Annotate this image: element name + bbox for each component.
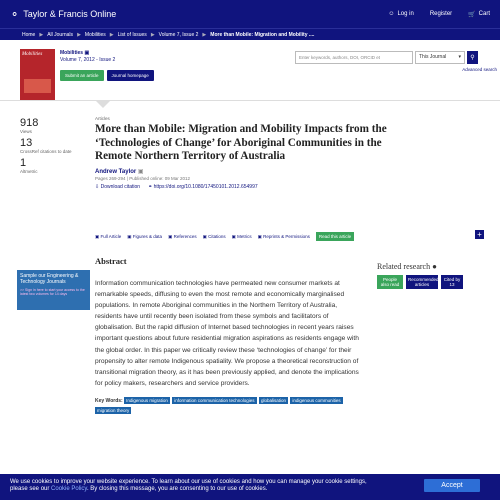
journal-volume[interactable]: Volume 7, 2012 - Issue 2 [60,57,116,63]
keyword-tag[interactable]: globalisation [260,397,286,403]
abstract-heading: Abstract [95,256,127,266]
views-count: 918 [20,117,39,129]
tab-people-also-read[interactable]: People also read [377,275,403,289]
breadcrumb-volume[interactable]: Volume 7, Issue 2 [158,31,199,38]
cookie-text-line2: please see our Cookie Policy. By closing this message, you are consenting to our use of cookies. [10,486,268,492]
chevron-down-icon: ▾ [458,54,461,60]
keywords [95,397,365,417]
advanced-search-link[interactable]: Advanced search [462,67,497,72]
related-heading: Related research ● [377,262,437,271]
keywords-label: Key Words: [95,397,123,404]
brand-name: Taylor & Francis Online [23,9,117,19]
doi-link[interactable]: ⚭ https://doi.org/10.1080/17450101.2012.654997 [148,183,258,190]
tab-citations[interactable]: ▣ Citations [202,233,226,239]
article-header [95,116,415,190]
abstract-text: Information communication technologies have permeated new consumer markets at remarkable speeds, diffusing to even the most remote and economically marginalised populations. In remote Aboriginal communities in the Northern Territory of Australia, residents have until recently been isolated from these symbols and facilitators of globalisation. But the rapid diffusion of Internet based technologies in recent years raises important questions about future residential migration aspirations as residents engage with the global order. In this paper we critically review these ‘technologies of change’ for their propensity to alter remote Indigenous spatiality. We propose a theoretical reconstruction of transitional migration theory, as it has been previously applied, and denote the implications for policy makers, researchers and service providers. [95,280,359,387]
tab-cited-by[interactable]: Cited by 13 [441,275,463,289]
ad-title: Sample our Engineering & Technology Journals [20,273,79,285]
tab-full-article[interactable]: ▣ Full Article [95,233,122,239]
citations-label: CrossRef citations to date [20,149,72,154]
tab-reprints[interactable]: ▣ Reprints & Permissions [257,233,310,239]
register-link[interactable]: Register [429,11,453,17]
breadcrumb-separator-icon: ▶ [109,31,114,38]
breadcrumb-separator-icon: ▶ [150,31,155,38]
tab-references[interactable]: ▣ References [168,233,197,239]
breadcrumb-separator-icon: ▶ [202,31,207,38]
accept-cookies-button[interactable]: Accept [424,479,480,492]
keyword-tag[interactable]: migration theory [97,407,130,413]
search-icon: ⚲ [470,55,475,61]
info-icon[interactable]: ● [432,262,437,271]
cart-link[interactable]: 🛒 Cart [468,11,490,18]
altmetric-label: Altmetric [20,169,38,174]
tab-recommended-articles[interactable]: Recommended articles [408,277,439,287]
breadcrumb [0,28,500,40]
cookie-text-line1: We use cookies to improve your website experience. To learn about our use of cookies and how you can manage your cookie settings, [10,479,367,485]
cart-icon: 🛒 [468,11,476,18]
journal-cover[interactable]: Mobilities [20,49,55,101]
breadcrumb-home[interactable]: Home [22,31,36,38]
pages-info: Pages 269-294 | Published online: 09 Mar 2012 [95,175,190,181]
search-bar [295,51,478,64]
journal-homepage-button[interactable]: Journal homepage [107,70,154,81]
rss-icon[interactable]: ▣ [84,50,90,56]
views-label: Views [20,129,32,134]
search-input[interactable]: Enter keywords, authors, DOI, ORCID et [295,51,413,64]
tab-figures[interactable]: ▣ Figures & data [127,233,163,239]
expand-plus-icon[interactable]: + [475,230,484,239]
submit-article-button[interactable]: Submit an article [60,70,104,81]
abstract-section [95,256,365,417]
breadcrumb-journal[interactable]: Mobilities [84,31,106,38]
keyword-tag[interactable]: Indigenous migration [126,397,168,403]
ad-subtitle: >> Sign in here to start your access to the latest two volumes for 14 days [20,288,85,296]
author-name[interactable]: Andrew Taylor ▣ [95,168,144,175]
citations-count: 13 [20,137,33,149]
altmetric-count: 1 [20,157,27,169]
search-scope-select[interactable]: This Journal ▾ [415,51,465,64]
breadcrumb-all-journals[interactable]: All Journals [47,31,74,38]
read-article-button[interactable]: Read this article [316,232,354,241]
cookie-banner [0,474,500,500]
breadcrumb-separator-icon: ▶ [77,31,81,38]
breadcrumb-issues[interactable]: List of Issues [117,31,147,38]
keyword-tag[interactable]: information communication technologies [174,397,255,403]
article-tabs [95,232,354,241]
related-research [377,262,477,289]
article-metrics [20,118,80,178]
tab-metrics[interactable]: ▣ Metrics [231,233,252,239]
breadcrumb-separator-icon: ▶ [39,31,44,38]
search-button[interactable] [467,51,478,64]
lamp-logo-icon: ⚬ [10,8,20,21]
breadcrumb-current: More than Mobile: Migration and Mobility .... [210,31,315,38]
keyword-tag[interactable]: indigenous communities [292,397,341,403]
article-type: Articles [95,116,110,121]
divider-notch [96,101,110,108]
article-title: More than Mobile: Migration and Mobility Impacts from the ‘Technologies of Change’ for Aboriginal Communities in the Remote Northern Territory of Australia [95,123,387,162]
brand-logo[interactable] [10,8,116,21]
cookie-policy-link[interactable]: Cookie Policy [51,486,87,492]
download-citation-link[interactable]: ⇩ Download citation [95,183,141,190]
journal-name[interactable]: Mobilities ▣ [60,50,90,56]
login-link[interactable]: ☺ Log in [388,11,414,17]
download-icon: ⇩ [95,183,100,190]
author-info-icon[interactable]: ▣ [137,168,144,175]
user-icon: ☺ [388,11,395,17]
sample-journals-ad[interactable] [17,270,90,310]
link-icon: ⚭ [148,183,153,190]
journal-header [0,40,500,100]
top-navigation-bar [0,0,500,28]
header-divider [0,100,500,101]
